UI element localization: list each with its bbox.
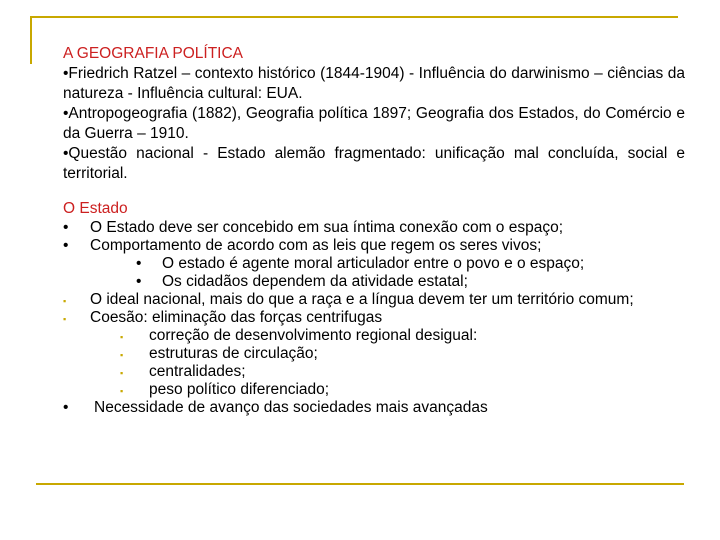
- bullet-icon: ▪: [120, 386, 124, 396]
- list-item-text: Coesão: eliminação das forças centrifugas: [90, 309, 383, 326]
- bottom-border-line: [36, 483, 684, 485]
- list-item: [63, 219, 685, 237]
- intro-paragraph-2: •Antropogeografia (1882), Geografia política 1897; Geografia dos Estados, do Comércio e da Guerra – 1910.: [63, 105, 685, 142]
- list-item-text: Necessidade de avanço das sociedades mais avançadas: [94, 399, 488, 416]
- bullet-icon: •: [63, 237, 69, 254]
- list-item: [63, 309, 685, 327]
- intro-paragraph-1: •Friedrich Ratzel – contexto histórico (1844-1904) - Influência do darwinismo – ciências da natureza - Influência cultural: EUA.: [63, 65, 685, 102]
- list-item-text: peso político diferenciado;: [149, 381, 330, 398]
- bullet-icon: •: [63, 399, 69, 416]
- list-item-text: Os cidadãos dependem da atividade estatal;: [162, 273, 468, 290]
- list-item: [63, 327, 685, 345]
- estado-heading: O Estado: [63, 200, 128, 217]
- top-border-line: [30, 16, 678, 18]
- list-item: [63, 255, 685, 273]
- bullet-icon: ▪: [120, 332, 124, 342]
- bullet-icon: ▪: [63, 296, 67, 306]
- bullet-icon: •: [63, 219, 69, 236]
- list-item: [63, 363, 685, 381]
- bullet-icon: •: [136, 273, 142, 290]
- list-item-text: correção de desenvolvimento regional desigual:: [149, 327, 478, 344]
- list-item-text: O Estado deve ser concebido em sua íntima conexão com o espaço;: [90, 219, 564, 236]
- left-border-line: [30, 16, 32, 64]
- list-item-text: centralidades;: [149, 363, 246, 380]
- list-item-text: O estado é agente moral articulador entre o povo e o espaço;: [162, 255, 585, 272]
- bullet-icon: •: [136, 255, 142, 272]
- list-item: [63, 381, 685, 399]
- estado-section: [63, 200, 685, 417]
- list-item: [63, 291, 685, 309]
- bullet-icon: ▪: [120, 350, 124, 360]
- list-item: [63, 345, 685, 363]
- list-item: [63, 237, 685, 255]
- list-item-text: Comportamento de acordo com as leis que regem os seres vivos;: [90, 237, 542, 254]
- slide-title: A GEOGRAFIA POLÍTICA: [63, 45, 244, 62]
- list-item: [63, 273, 685, 291]
- list-item-text: O ideal nacional, mais do que a raça e a língua devem ter um território comum;: [90, 291, 634, 308]
- intro-paragraph-3: •Questão nacional - Estado alemão fragmentado: unificação mal concluída, social e territorial.: [63, 145, 685, 182]
- bullet-icon: ▪: [63, 314, 67, 324]
- bullet-icon: ▪: [120, 368, 124, 378]
- intro-section: [63, 44, 685, 184]
- list-item: [63, 399, 685, 417]
- list-item-text: estruturas de circulação;: [149, 345, 318, 362]
